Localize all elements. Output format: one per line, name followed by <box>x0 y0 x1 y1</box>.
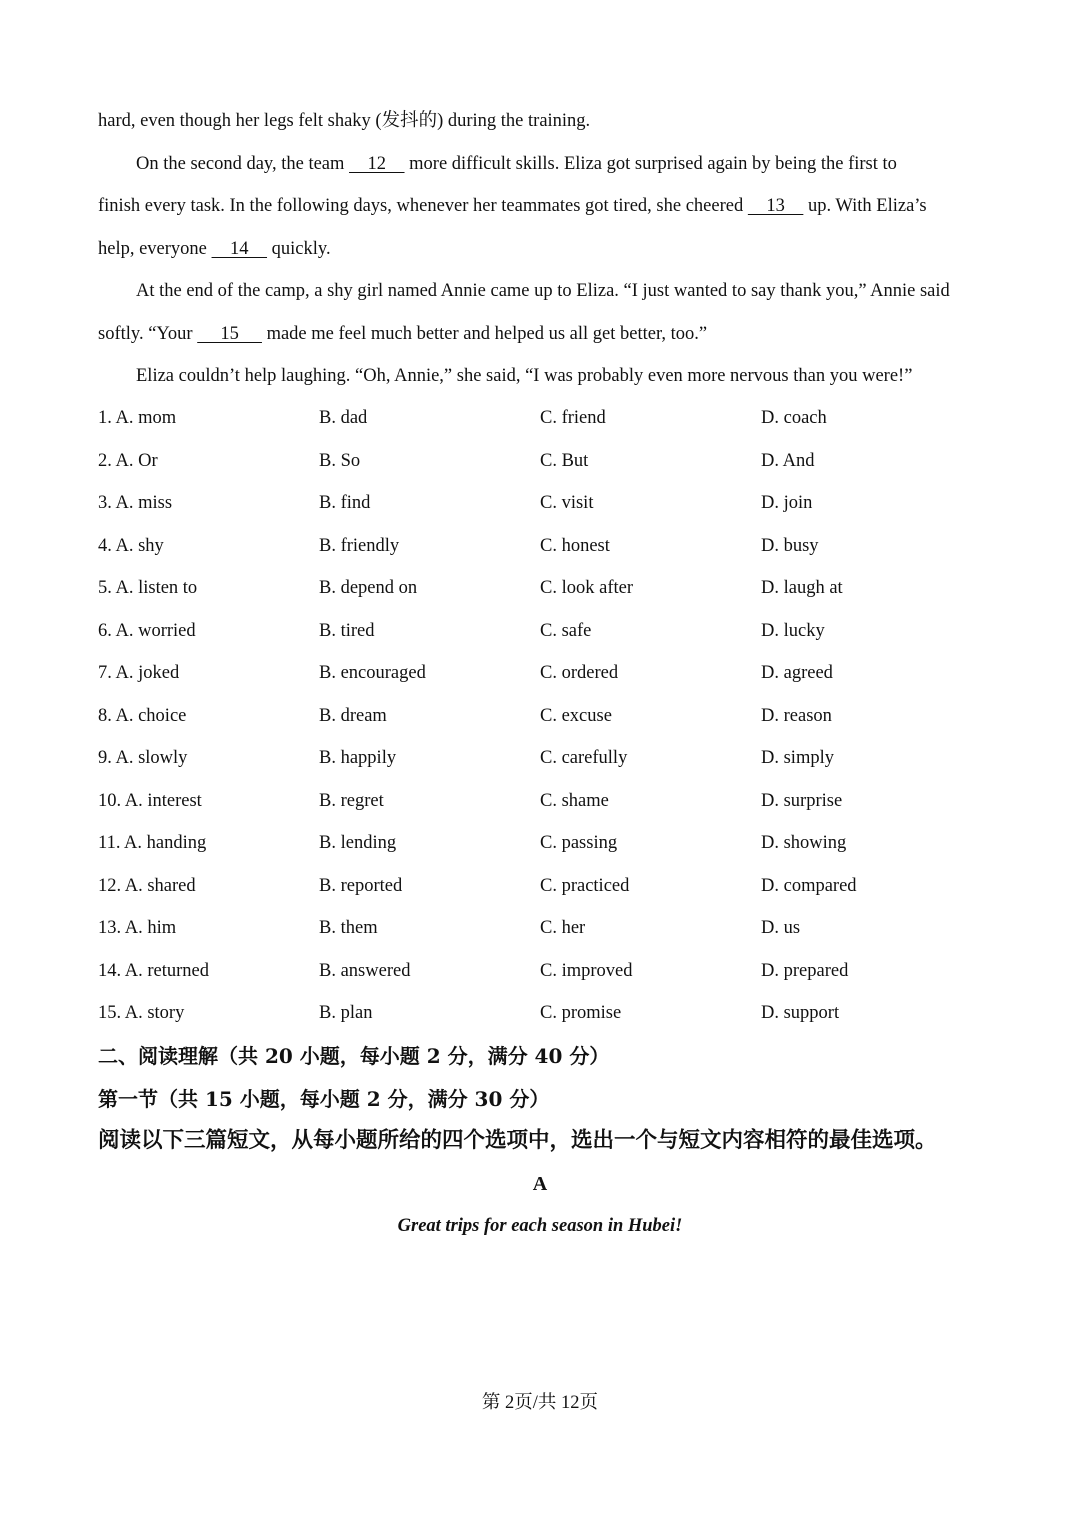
option-choice: B. encouraged <box>319 663 426 683</box>
option-row <box>98 780 988 823</box>
option-choice: B. tired <box>319 620 375 641</box>
option-choice: 2. A. Or <box>98 450 158 471</box>
option-choice: 6. A. worried <box>98 620 196 641</box>
passage-line: Eliza couldn’t help laughing. “Oh, Annie,” she said, “I was probably even more nervous than you were!” <box>136 366 913 386</box>
blank-12: 12 <box>349 153 405 174</box>
option-choice: C. improved <box>540 960 633 981</box>
blank-15: 15 <box>197 323 262 344</box>
option-choice: D. coach <box>761 408 827 428</box>
option-row <box>98 652 988 695</box>
option-choice: B. depend on <box>319 578 418 598</box>
option-choice: C. passing <box>540 833 618 853</box>
option-choice: 3. A. miss <box>98 493 173 513</box>
article-label: A <box>532 1173 548 1195</box>
option-row <box>98 482 988 525</box>
option-choice: B. regret <box>319 790 384 811</box>
option-choice: D. showing <box>761 833 847 853</box>
option-choice: C. But <box>540 450 589 471</box>
option-choice: B. lending <box>319 833 397 853</box>
cloze-passage <box>98 100 988 398</box>
option-row <box>98 610 988 653</box>
option-choice: B. plan <box>319 1003 373 1023</box>
option-choice: B. them <box>319 918 378 938</box>
option-choice: C. honest <box>540 535 610 556</box>
option-choice: C. ordered <box>540 663 619 683</box>
option-choice: D. And <box>761 450 815 471</box>
option-choice: B. friendly <box>319 535 400 556</box>
option-row <box>98 822 988 865</box>
option-choice: D. agreed <box>761 663 833 683</box>
option-choice: D. lucky <box>761 620 825 641</box>
option-choice: 5. A. listen to <box>98 578 198 598</box>
option-choice: D. laugh at <box>761 578 843 598</box>
option-choice: B. reported <box>319 875 403 896</box>
option-choice: 10. A. interest <box>98 790 202 811</box>
option-choice: 1. A. mom <box>98 408 177 428</box>
option-choice: 9. A. slowly <box>98 748 188 768</box>
passage-line: hard, even though her legs felt shaky (发抖的) during the training. <box>98 111 591 131</box>
option-row <box>98 525 988 568</box>
option-choice: C. practiced <box>540 875 630 896</box>
section-instruction: 阅读以下三篇短文，从每小题所给的四个选项中，选出一个与短文内容相符的最佳选项。 <box>98 1128 937 1153</box>
option-row <box>98 992 988 1035</box>
option-row <box>98 567 988 610</box>
option-choice: B. answered <box>319 960 411 981</box>
section-heading: 二、阅读理解（共 20 小题，每小题 2 分，满分 40 分） <box>98 1044 610 1068</box>
option-choice: C. friend <box>540 408 606 428</box>
option-choice: C. promise <box>540 1003 622 1023</box>
option-row <box>98 695 988 738</box>
option-choice: D. busy <box>761 535 819 556</box>
option-row <box>98 865 988 908</box>
blank-14: 14 <box>211 238 268 259</box>
option-choice: D. reason <box>761 705 832 726</box>
option-choice: 11. A. handing <box>98 833 207 853</box>
option-choice: D. simply <box>761 748 834 768</box>
option-choice: D. support <box>761 1003 840 1023</box>
option-choice: C. excuse <box>540 705 612 726</box>
option-choice: B. dad <box>319 408 368 428</box>
option-choice: 13. A. him <box>98 918 177 938</box>
option-choice: D. compared <box>761 875 857 896</box>
passage-line: finish every task. In the following days, whenever her teammates got tired, she cheered 13 up. With Eliza’s <box>98 185 988 228</box>
option-choice: C. safe <box>540 620 592 641</box>
option-row <box>98 737 988 780</box>
option-row <box>98 950 988 993</box>
option-choice: 15. A. story <box>98 1003 185 1023</box>
section-subheading: 第一节（共 15 小题，每小题 2 分，满分 30 分） <box>98 1086 550 1111</box>
option-choice: D. join <box>761 493 813 513</box>
option-choice: 4. A. shy <box>98 535 164 556</box>
passage-line: At the end of the camp, a shy girl named Annie came up to Eliza. “I just wanted to say thank you,” Annie said <box>136 281 950 301</box>
option-choice: C. her <box>540 918 586 938</box>
option-choice: B. find <box>319 493 371 513</box>
option-choice: B. dream <box>319 705 387 726</box>
article-title: Great trips for each season in Hubei! <box>397 1216 683 1236</box>
option-row <box>98 397 988 440</box>
option-choice: C. visit <box>540 493 594 513</box>
passage-line: help, everyone 14 quickly. <box>98 228 988 271</box>
passage-line: softly. “Your 15 made me feel much better and helped us all get better, too.” <box>98 313 988 356</box>
passage-line: On the second day, the team 12 more difficult skills. Eliza got surprised again by being the first to <box>98 143 988 186</box>
option-choice: B. happily <box>319 748 397 768</box>
option-choice: 14. A. returned <box>98 960 209 981</box>
reading-section <box>98 1035 988 1163</box>
option-choice: C. shame <box>540 790 609 811</box>
option-row <box>98 440 988 483</box>
blank-13: 13 <box>747 196 804 216</box>
option-row <box>98 907 988 950</box>
option-choice: 12. A. shared <box>98 875 196 896</box>
page-footer: 第 2页/共 12页 <box>481 1393 599 1413</box>
option-choice: B. So <box>319 450 361 471</box>
option-choice: D. us <box>761 918 801 938</box>
answer-options <box>98 397 988 1035</box>
option-choice: 8. A. choice <box>98 705 187 726</box>
option-choice: D. prepared <box>761 960 849 981</box>
option-choice: D. surprise <box>761 790 843 811</box>
option-choice: C. look after <box>540 578 633 598</box>
option-choice: 7. A. joked <box>98 663 180 683</box>
option-choice: C. carefully <box>540 748 628 768</box>
